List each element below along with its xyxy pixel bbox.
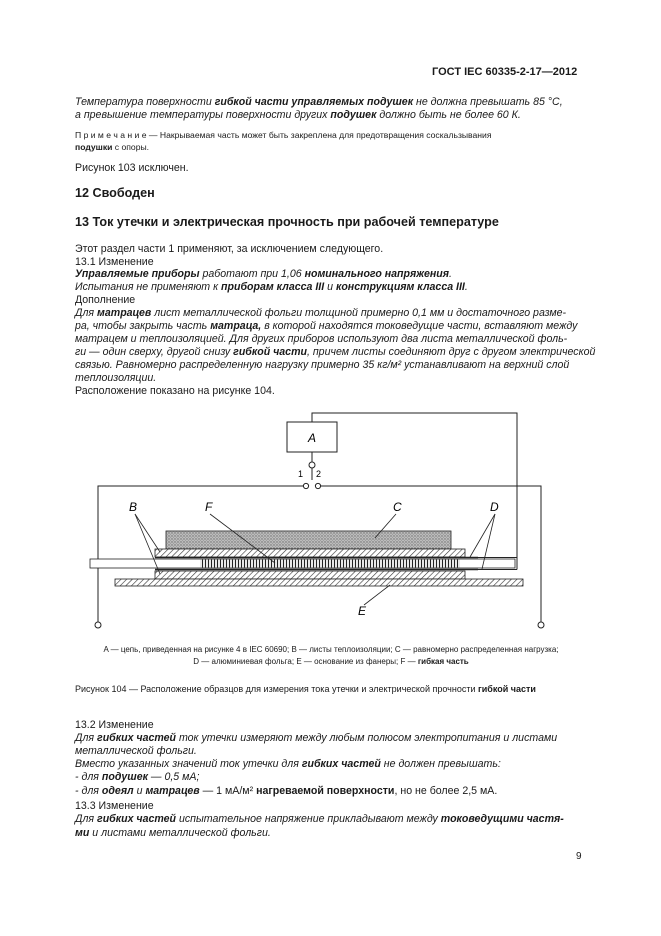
paragraph-line: Для гибких частей испытательное напряжение прикладывают между токоведущими частя- — [75, 813, 564, 825]
heating-coil — [200, 560, 460, 568]
label-a: A — [307, 431, 317, 445]
note-line: подушки с опоры. — [75, 142, 150, 152]
terminal — [309, 462, 315, 468]
terminal-1-label: 1 — [298, 469, 304, 479]
terminal-2-label: 2 — [316, 469, 322, 479]
subsection-label: 13.1 Изменение — [75, 256, 154, 268]
label-b: B — [129, 500, 138, 514]
terminal — [315, 483, 320, 488]
insulation-top — [155, 549, 465, 557]
figure-caption: Рисунок 104 — Расположение образцов для измерения тока утечки и электрической прочности гибкой части — [75, 684, 536, 694]
paragraph-line: связью. Равномерно распределенную нагрузку примерно 35 кг/м² устанавливают на верхний слой — [75, 359, 570, 371]
paragraph-line: матрацем и теплоизоляцией. Для других приборов используют два листа металлической фоль- — [75, 333, 568, 345]
terminal — [538, 622, 544, 628]
paragraph-line: Для гибких частей ток утечки измеряют между любым полюсом электропитания и листами — [75, 732, 558, 744]
figure-104 — [0, 400, 661, 640]
label-f: F — [205, 500, 213, 514]
paragraph-line: ги — один сверху, другой снизу гибкой части, причем листы соединяют друг с другом электрической — [75, 346, 596, 358]
label-d: D — [490, 500, 499, 514]
paragraph-line: Управляемые приборы работают при 1,06 номинального напряжения. — [75, 268, 452, 280]
paragraph-line: теплоизоляции. — [75, 372, 157, 384]
paragraph-line: Температура поверхности гибкой части управляемых подушек не должна превышать 85 °С, — [75, 96, 563, 108]
list-item: - для подушек — 0,5 мА; — [75, 771, 200, 783]
paragraph-line: Испытания не применяют к приборам класса III и конструкциям класса III. — [75, 281, 468, 293]
paragraph-line: металлической фольги. — [75, 745, 197, 757]
section-12-heading: 12 Свободен — [75, 186, 155, 200]
terminal — [303, 483, 308, 488]
terminal — [95, 622, 101, 628]
list-item: - для одеял и матрацев — 1 мА/м² нагреваемой поверхности, но не более 2,5 мА. — [75, 785, 498, 797]
paragraph-line: а превышение температуры поверхности других подушек должно быть не более 60 К. — [75, 109, 521, 121]
paragraph-line: ми и листами металлической фольги. — [75, 827, 271, 839]
paragraph-line: Для матрацев лист металлической фольги толщиной примерно 0,1 мм и достаточного разме- — [75, 307, 567, 319]
document-header: ГОСТ IEC 60335-2-17—2012 — [432, 66, 578, 78]
figure-103-note: Рисунок 103 исключен. — [75, 162, 189, 174]
paragraph-line: Расположение показано на рисунке 104. — [75, 385, 275, 397]
load-c — [166, 531, 451, 549]
paragraph-line: ра, чтобы закрыть часть матраца, в которой находятся токоведущие части, вставляют между — [75, 320, 578, 332]
subsection-label: 13.3 Изменение — [75, 800, 154, 812]
section-13-heading: 13 Ток утечки и электрическая прочность при рабочей температуре — [75, 215, 499, 229]
insulation-bottom — [155, 571, 465, 579]
subsection-label: 13.2 Изменение — [75, 719, 154, 731]
plywood-base-e — [115, 579, 523, 586]
figure-legend: A — цепь, приведенная на рисунке 4 в IEC 60690; B — листы теплоизоляции; C — равномерно распределенная нагрузка; D — алюминиевая фольга; E — основание из фанеры; F — гибкая часть — [103, 645, 559, 666]
paragraph-line: Этот раздел части 1 применяют, за исключением следующего. — [75, 243, 384, 255]
label-e: E — [358, 604, 367, 618]
subsection-label: Дополнение — [75, 294, 136, 306]
label-c: C — [393, 500, 402, 514]
note-line: П р и м е ч а н и е — Накрываемая часть может быть закреплена для предотвращения соскальзывания — [75, 130, 492, 140]
page-number: 9 — [576, 851, 582, 862]
paragraph-line: Вместо указанных значений ток утечки для гибких частей не должен превышать: — [75, 758, 501, 770]
